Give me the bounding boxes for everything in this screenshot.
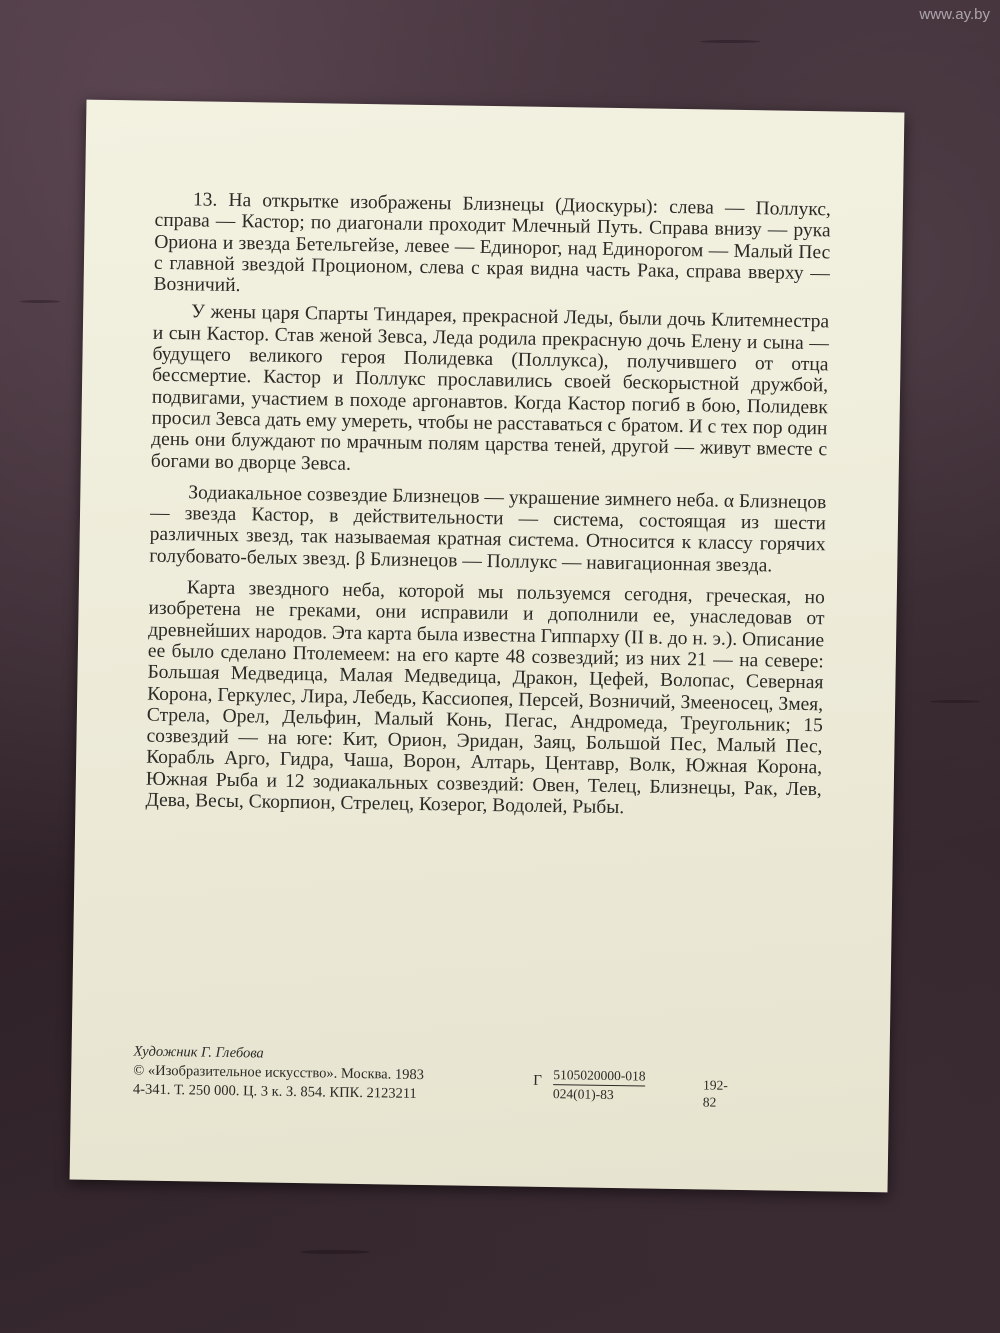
paragraph-caption: 13. На открытке изображены Близнецы (Диоскуры): слева — Поллукс, справа — Кастор; по диагонали проходит Млечный Путь. Справа внизу — рука Ориона и звезда Бетельгейзе, левее — Единорог, над Единорогом — Малый Пес с главной звездой Проционом, слева с края видна часть Рака, справа вверху — Возничий. (153, 189, 832, 297)
print-info: 4-341. Т. 250 000. Ц. 3 к. З. 854. КПК. 2123211 (132, 1081, 417, 1102)
paragraph-myth: У жены царя Спарты Тиндарея, прекрасной Леды, были дочь Клитемнестра и сын Кастор. Став женой Зевса, Леда родила прекрасную дочь Елену и сына — будущего великого героя Полидевка (Поллукса), получившего от отца бессмертие. Кастор и Поллукс прославились своей бескорыстной дружбой, подвигами, участием в походе аргонавтов. Когда Кастор погиб в бою, Полидевк просил Зевса дать ему умереть, чтобы не расставаться с братом. И с тех пор один день они блуждают по мрачным полям царства теней, другой — живут вместе с богами во дворце Зевса. (150, 301, 830, 475)
publisher-line: © «Изобразительное искусство». Москва. 1983 (133, 1062, 425, 1084)
leather-texture (930, 700, 980, 703)
artist-credit: Художник Г. Глебова (133, 1043, 264, 1062)
paragraph-constellation: Зодиакальное созвездие Близнецов — украшение зимнего неба. α Близнецов — звезда Кастор, в действительности — система, состоящая из шести различных звезд, так называемая кратная система. Относится к классу горячих голубовато-белых звезд. β Близнецов — Поллукс — навигационная звезда. (149, 482, 827, 577)
watermark: www.ay.by (919, 6, 990, 23)
code-denominator: 024(01)-83 (552, 1086, 614, 1103)
postcard-back (70, 100, 905, 1193)
code-letter: Г (533, 1072, 542, 1089)
leather-texture (700, 40, 760, 43)
code-side: 192-82 (702, 1077, 728, 1110)
imprint (133, 1043, 834, 1111)
description-text (145, 189, 831, 828)
leather-texture (20, 300, 60, 303)
catalog-code (533, 1066, 728, 1110)
code-numerator: 5105020000-018 (553, 1066, 646, 1086)
paragraph-star-map: Карта звездного неба, которой мы пользуемся сегодня, греческая, но изобретена не греками, они исправили и дополнили ее, унаследовав от древнейших народов. Эта карта была известна Гиппарху (II в. до н. э.). Описание ее было сделано Птолемеем: на его карте 48 созвездий; из них 21 — на севере: Большая Медведица, Малая Медведица, Дракон, Цефей, Волопас, Северная Корона, Геркулес, Лира, Лебедь, Кассиопея, Персей, Возничий, Змееносец, Змея, Стрела, Орел, Дельфин, Малый Конь, Пегас, Андромеда, Треугольник; 15 созвездий — на юге: Кит, Орион, Эридан, Заяц, Большой Пес, Малый Пес, Корабль Арго, Гидра, Чаша, Ворон, Алтарь, Центавр, Волк, Южная Корона, Южная Рыба и 12 зодиакальных созвездий: Овен, Телец, Близнецы, Рак, Лев, Дева, Весы, Скорпион, Стрелец, Козерог, Водолей, Рыбы. (145, 577, 825, 819)
leather-texture (300, 1250, 370, 1254)
